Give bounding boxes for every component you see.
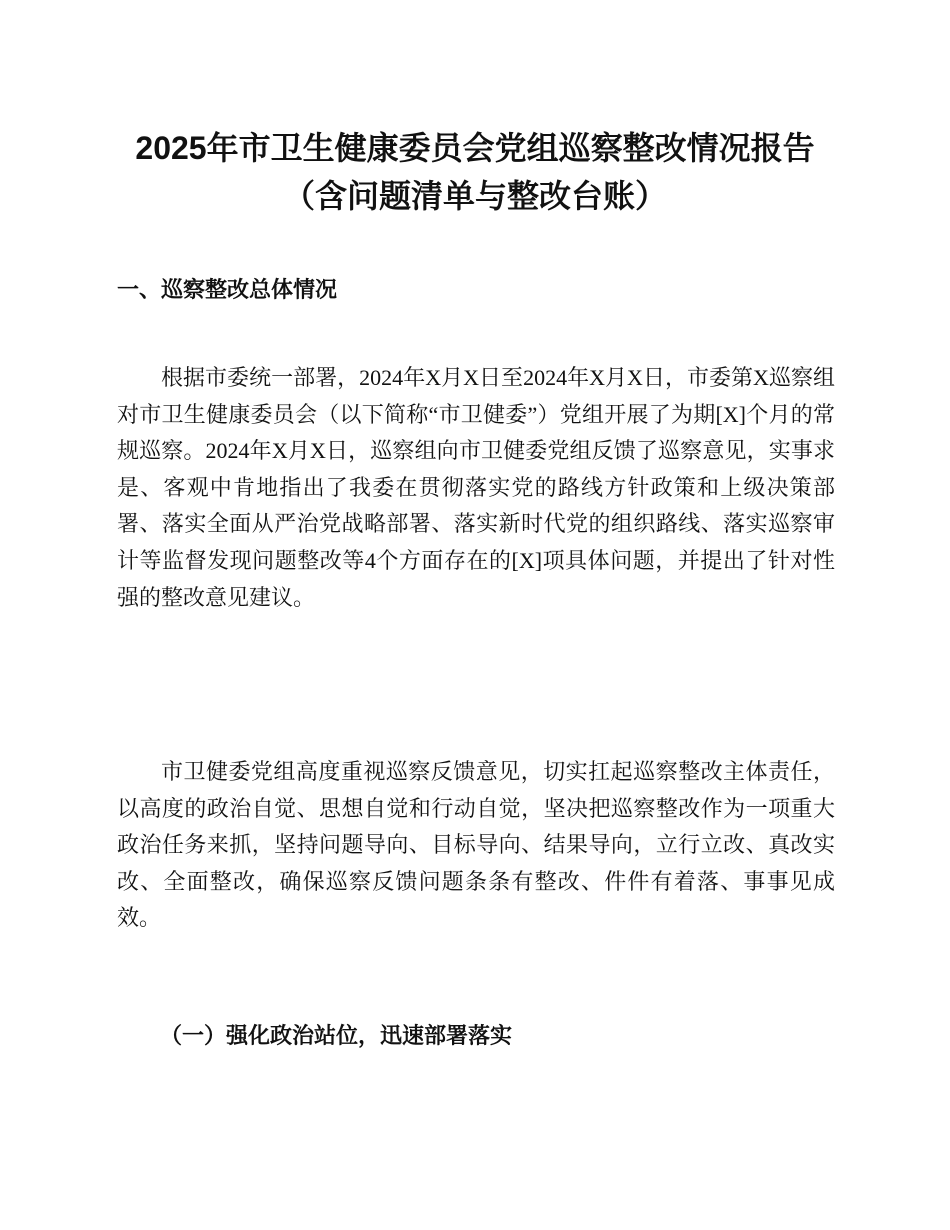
- section-heading: 一、巡察整改总体情况: [117, 277, 338, 302]
- document-title: 2025年市卫生健康委员会党组巡察整改情况报告（含问题清单与整改台账）: [135, 130, 815, 214]
- subsection-heading: （一）强化政治站位，迅速部署落实: [160, 1023, 513, 1048]
- body-paragraph: 根据市委统一部署，2024年X月X日至2024年X月X日，市委第X巡察组对市卫生健康委员会（以下简称“市卫健委”）党组开展了为期[X]个月的常规巡察。2024年X月X日，巡察组向市卫健委党组反馈了巡察意见，实事求是、客观中肯地指出了我委在贯彻落实党的路线方针政策和上级决策部署、落实全面从严治党战略部署、落实新时代党的组织路线、落实巡察审计等监督发现问题整改等4个方面存在的[X]项具体问题，并提出了针对性强的整改意见建议。: [117, 365, 835, 610]
- body-paragraph: 市卫健委党组高度重视巡察反馈意见，切实扛起巡察整改主体责任，以高度的政治自觉、思想自觉和行动自觉，坚决把巡察整改作为一项重大政治任务来抓，坚持问题导向、目标导向、结果导向，立行立改、真改实改、全面整改，确保巡察反馈问题条条有整改、件件有着落、事事见成效。: [117, 759, 835, 931]
